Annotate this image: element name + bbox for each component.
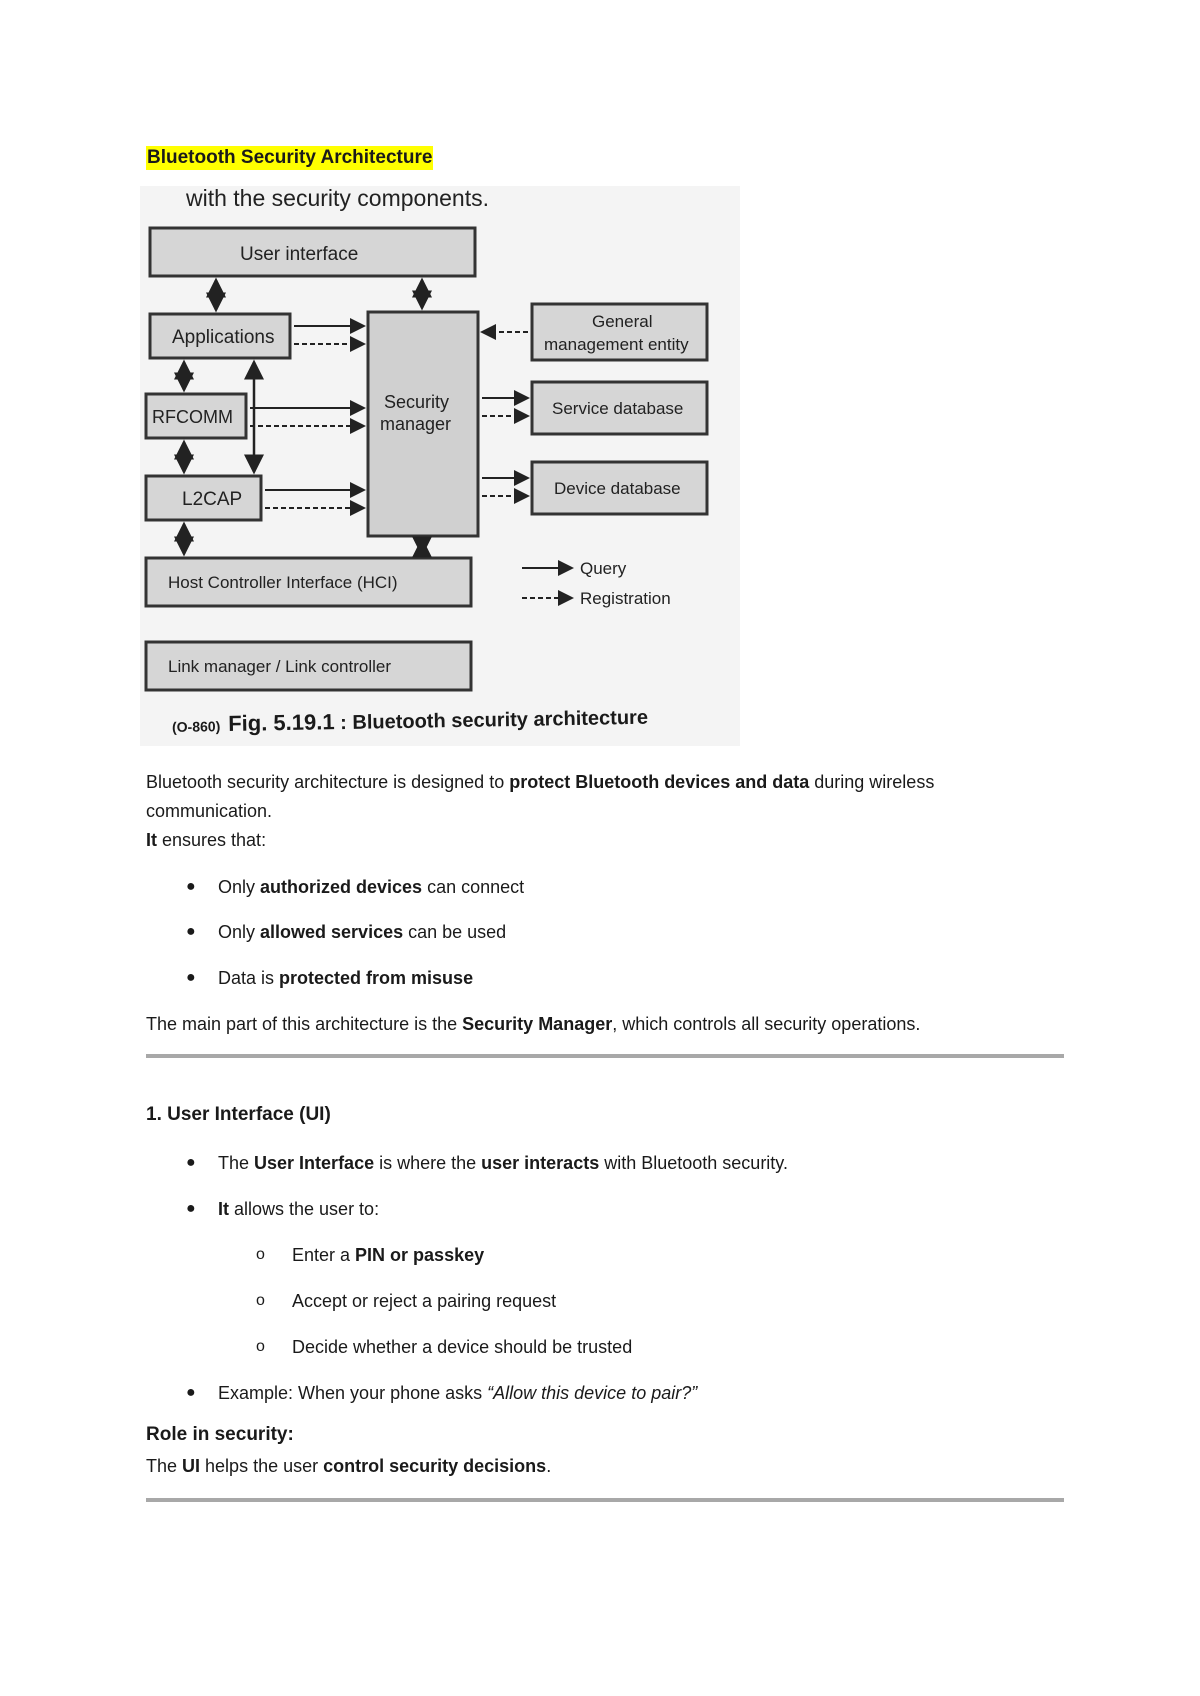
circle-bullet-icon: o bbox=[256, 1292, 265, 1309]
legend-registration-label: Registration bbox=[580, 589, 671, 608]
horizontal-rule bbox=[146, 1054, 1064, 1058]
intro-text-1: Bluetooth security architecture is designed bbox=[146, 772, 490, 792]
bullet-bold: User Interface bbox=[254, 1153, 375, 1173]
hci-label: Host Controller Interface (HCI) bbox=[168, 573, 398, 592]
section-heading: 1. User Interface (UI) bbox=[146, 1104, 331, 1125]
role-paragraph bbox=[146, 1452, 551, 1481]
ensures-bold: It bbox=[146, 830, 157, 850]
bullet-text: is where the bbox=[374, 1153, 482, 1173]
figure-caption-code: (O-860) bbox=[171, 718, 221, 735]
sub-text: Accept or reject a pairing request bbox=[292, 1291, 557, 1311]
legend-query-label: Query bbox=[580, 559, 627, 578]
service-database-label: Service database bbox=[552, 399, 684, 418]
intro-paragraph-line2: communication. bbox=[146, 801, 273, 821]
main-text-1: The main part of this architecture is the bbox=[146, 1014, 463, 1034]
role-text-1: The bbox=[146, 1456, 183, 1476]
user-interface-label: User interface bbox=[240, 244, 359, 265]
bullet-icon: ● bbox=[186, 878, 196, 895]
bullet-italic: “Allow this device to pair?” bbox=[487, 1383, 698, 1403]
bullet-text: can be used bbox=[403, 922, 507, 942]
figure-intro-text: with the security components. bbox=[186, 186, 489, 211]
intro-bold-1: protect Bluetooth devices and data bbox=[509, 772, 810, 792]
bullet-icon: ● bbox=[186, 969, 196, 986]
sub-text: Enter a bbox=[292, 1245, 356, 1265]
bullet-text: Only bbox=[218, 922, 261, 942]
bullet-text: Only bbox=[218, 877, 261, 897]
bullet-icon: ● bbox=[186, 1154, 196, 1171]
figure-caption-text: : Bluetooth security architecture bbox=[339, 706, 649, 735]
bullet-text: Example: When your phone asks bbox=[218, 1383, 488, 1403]
intro-text-3: during wireless bbox=[809, 772, 935, 792]
rfcomm-label: RFCOMM bbox=[152, 407, 233, 427]
bullet-bold: allowed services bbox=[260, 922, 404, 942]
architecture-figure bbox=[140, 186, 740, 746]
l2cap-label: L2CAP bbox=[182, 489, 243, 510]
main-bold: Security Manager bbox=[462, 1014, 613, 1034]
sub-text: Decide whether a device should be trusted bbox=[292, 1337, 633, 1357]
ensures-line bbox=[146, 826, 266, 855]
bullet-icon: ● bbox=[186, 1384, 196, 1401]
bullet-icon: ● bbox=[186, 1200, 196, 1217]
role-text-2: helps the user bbox=[200, 1456, 324, 1476]
architecture-diagram bbox=[140, 186, 740, 746]
link-manager-label: Link manager / Link controller bbox=[168, 657, 392, 676]
role-bold-2: control security decisions bbox=[323, 1456, 547, 1476]
gme-label-1: General bbox=[592, 312, 653, 331]
circle-bullet-icon: o bbox=[256, 1246, 265, 1263]
bullet-text: allows the user to: bbox=[229, 1199, 380, 1219]
applications-label: Applications bbox=[172, 327, 275, 348]
sub-bold: PIN or passkey bbox=[355, 1245, 485, 1265]
document-title: Bluetooth Security Architecture bbox=[147, 147, 433, 168]
security-manager-label-2: manager bbox=[380, 414, 452, 434]
bullet-bold: user interacts bbox=[481, 1153, 600, 1173]
bullet-bold: It bbox=[218, 1199, 229, 1219]
intro-text-2: to bbox=[489, 772, 510, 792]
bullet-icon: ● bbox=[186, 923, 196, 940]
gme-label-2: management entity bbox=[544, 335, 689, 354]
main-part-paragraph bbox=[146, 1010, 1066, 1039]
role-bold-1: UI bbox=[182, 1456, 201, 1476]
figure-caption-number: Fig. 5.19.1 bbox=[227, 709, 335, 737]
bullet-text: Data is bbox=[218, 968, 280, 988]
intro-paragraph bbox=[146, 768, 1066, 797]
bullet-text: with Bluetooth security. bbox=[599, 1153, 788, 1173]
bullet-text: can connect bbox=[422, 877, 525, 897]
main-text-2: , which controls all security operations. bbox=[612, 1014, 921, 1034]
security-manager-label-1: Security bbox=[384, 392, 450, 412]
device-database-label: Device database bbox=[554, 479, 681, 498]
bullet-text: The bbox=[218, 1153, 255, 1173]
horizontal-rule bbox=[146, 1498, 1064, 1502]
role-text-3: . bbox=[546, 1456, 552, 1476]
circle-bullet-icon: o bbox=[256, 1338, 265, 1355]
bullet-bold: protected from misuse bbox=[279, 968, 474, 988]
bullet-bold: authorized devices bbox=[260, 877, 423, 897]
role-heading: Role in security: bbox=[146, 1424, 294, 1445]
ensures-text: ensures that: bbox=[157, 830, 267, 850]
